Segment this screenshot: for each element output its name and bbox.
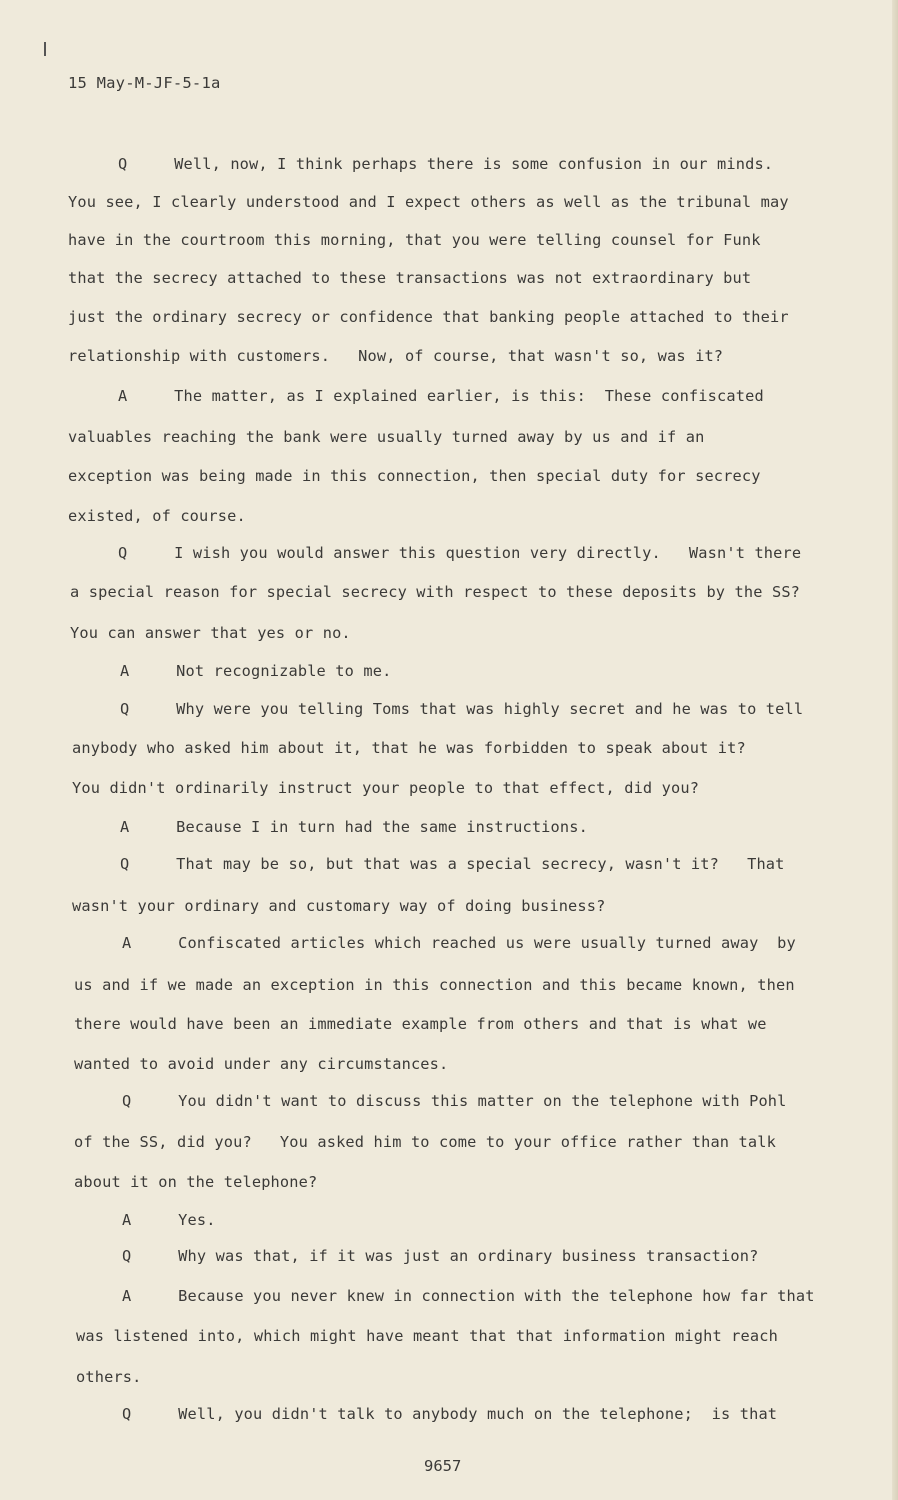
transcript-line: about it on the telephone? [74,1173,318,1191]
transcript-line: relationship with customers. Now, of course, that wasn't so, was it? [68,347,724,365]
transcript-line: Q I wish you would answer this question very directly. Wasn't there [118,544,802,562]
transcript-line: wasn't your ordinary and customary way of doing business? [72,897,606,915]
transcript-line: You didn't ordinarily instruct your people to that effect, did you? [72,779,700,797]
transcript-line: A The matter, as I explained earlier, is this: These confiscated [118,387,764,405]
transcript-line: others. [76,1368,142,1386]
transcript-line: a special reason for special secrecy with respect to these deposits by the SS? [70,583,801,601]
transcript-line: Q Well, you didn't talk to anybody much on the telephone; is that [122,1405,778,1423]
transcript-line: anybody who asked him about it, that he was forbidden to speak about it? [72,739,746,757]
page-number: 9657 [424,1457,462,1475]
transcript-line: Q You didn't want to discuss this matter on the telephone with Pohl [122,1092,787,1110]
document-reference: 15 May-M-JF-5-1a [68,74,221,92]
transcript-line: You see, I clearly understood and I expect others as well as the tribunal may [68,193,789,211]
transcript-line: Q Well, now, I think perhaps there is some confusion in our minds. [118,155,774,173]
transcript-line: existed, of course. [68,507,246,525]
transcript-line: that the secrecy attached to these transactions was not extraordinary but [68,269,752,287]
transcript-line: was listened into, which might have meant that that information might reach [76,1327,778,1345]
transcript-line: there would have been an immediate example from others and that is what we [74,1015,767,1033]
transcript-line: Q Why were you telling Toms that was highly secret and he was to tell [120,700,804,718]
transcript-line: A Because you never knew in connection with the telephone how far that [122,1287,815,1305]
transcript-line: wanted to avoid under any circumstances. [74,1055,449,1073]
transcript-line: A Yes. [122,1211,216,1229]
margin-tick-mark [44,42,46,56]
transcript-line: Q That may be so, but that was a special secrecy, wasn't it? That [120,855,785,873]
transcript-line: Q Why was that, if it was just an ordinary business transaction? [122,1247,759,1265]
transcript-line: A Confiscated articles which reached us were usually turned away by [122,934,796,952]
transcript-line: You can answer that yes or no. [70,624,351,642]
transcript-line: just the ordinary secrecy or confidence that banking people attached to their [68,308,789,326]
transcript-line: us and if we made an exception in this connection and this became known, then [74,976,795,994]
transcript-line: valuables reaching the bank were usually turned away by us and if an [68,428,705,446]
transcript-line: exception was being made in this connection, then special duty for secrecy [68,467,761,485]
transcript-line: of the SS, did you? You asked him to come to your office rather than talk [74,1133,776,1151]
transcript-line: A Not recognizable to me. [120,662,392,680]
transcript-line: A Because I in turn had the same instructions. [120,818,588,836]
page-edge-shadow [892,0,898,1500]
transcript-line: have in the courtroom this morning, that you were telling counsel for Funk [68,231,761,249]
